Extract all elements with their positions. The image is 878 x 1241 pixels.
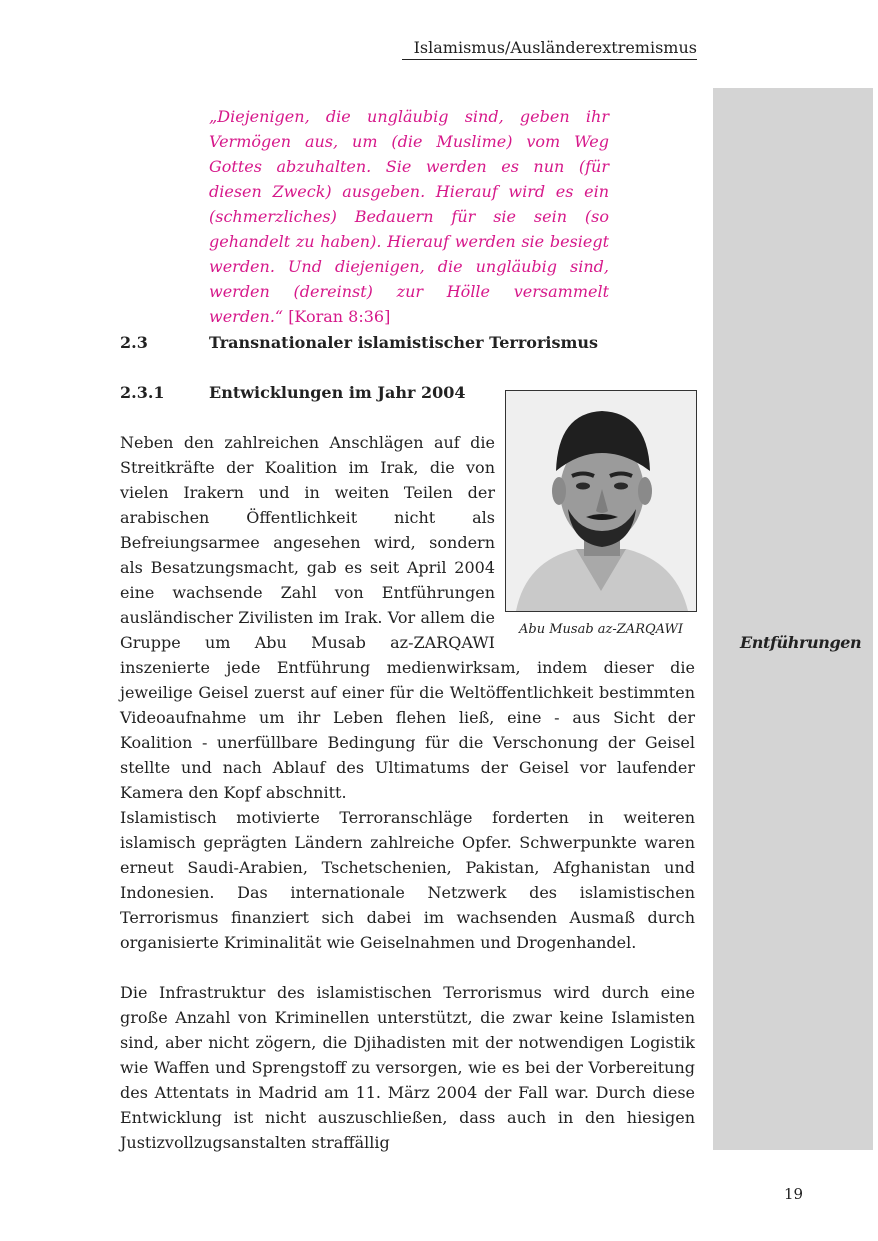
section-heading bbox=[120, 333, 598, 352]
quote-reference: [Koran 8:36] bbox=[288, 307, 391, 326]
subsection-number: 2.3.1 bbox=[120, 383, 165, 402]
paragraph-2: Islamistisch motivierte Terroranschläge forderten in weiteren islamisch geprägten Ländern zahlreiche Opfer. Schwerpunkte waren erneut Saudi-Arabien, Tschetschenien, Pakistan, Afghanistan und Indonesien. Das internationale Netzwerk des islamistischen Terrorismus finanziert sich dabei im wachsenden Ausmaß durch organisierte Kriminalität wie Geiselnahmen und Drogenhandel. bbox=[120, 808, 695, 952]
quote-text: „Diejenigen, die ungläubig sind, geben ihr Vermögen aus, um (die Muslime) vom Weg Gottes abzuhalten. Sie werden es nun (für diesen Zweck) ausgeben. Hierauf wird es ein (schmerzliches) Bedauern für sie sein (so gehandelt zu haben). Hierauf werden sie besiegt werden. Und diejenigen, die ungläubig sind, werden (dereinst) zur Hölle versammelt werden.“ bbox=[209, 107, 609, 326]
photo-caption: Abu Musab az-ZARQAWI bbox=[519, 622, 683, 637]
margin-note: Entführungen bbox=[740, 633, 862, 652]
running-header: Islamismus/Ausländerextremismus bbox=[402, 38, 697, 60]
page-number: 19 bbox=[784, 1185, 804, 1203]
margin-sidebar bbox=[713, 88, 873, 1150]
subsection-title: Entwicklungen im Jahr 2004 bbox=[209, 383, 466, 402]
section-number: 2.3 bbox=[120, 333, 148, 352]
koran-quote bbox=[209, 104, 609, 329]
paragraph-1-text: Neben den zahlreichen Anschlägen auf die Streitkräfte der Koalition im Irak, die von vielen Irakern und in weiten Teilen der arabischen Öffentlichkeit nicht als Befreiungsarmee angesehen wird, sondern als Besatzungsmacht, gab es seit April 2004 eine wachsende Zahl von Entführungen ausländischer Zivilisten im Irak. Vor allem die Gruppe um Abu Musab az-ZARQAWI inszenierte jede Entführung medienwirksam, indem dieser die jeweilige Geisel zuerst auf einer für die Weltöffentlichkeit bestimmten Videoaufnahme um ihr Leben flehen ließ, eine - aus Sicht der Koalition - unerfüllbare Bedingung für die Verschonung der Geisel stellte und nach Ablauf des Ultimatums der Geisel vor laufender Kamera den Kopf abschnitt. bbox=[120, 433, 695, 802]
paragraph-1 bbox=[120, 430, 695, 805]
subsection-heading bbox=[120, 383, 466, 402]
photo-float-spacer bbox=[495, 430, 695, 655]
section-title: Transnationaler islamistischer Terrorismus bbox=[209, 333, 599, 352]
paragraph-3: Die Infrastruktur des islamistischen Terrorismus wird durch eine große Anzahl von Kriminellen unterstützt, die zwar keine Islamisten sind, aber nicht zögern, die Djihadisten mit der notwendigen Logistik wie Waffen und Sprengstoff zu versorgen, wie es bei der Vorbereitung des Attentats in Madrid am 11. März 2004 der Fall war. Durch diese Entwicklung ist nicht auszuschließen, dass auch in den hiesigen Justizvollzugsanstalten straffällig bbox=[120, 983, 695, 1152]
